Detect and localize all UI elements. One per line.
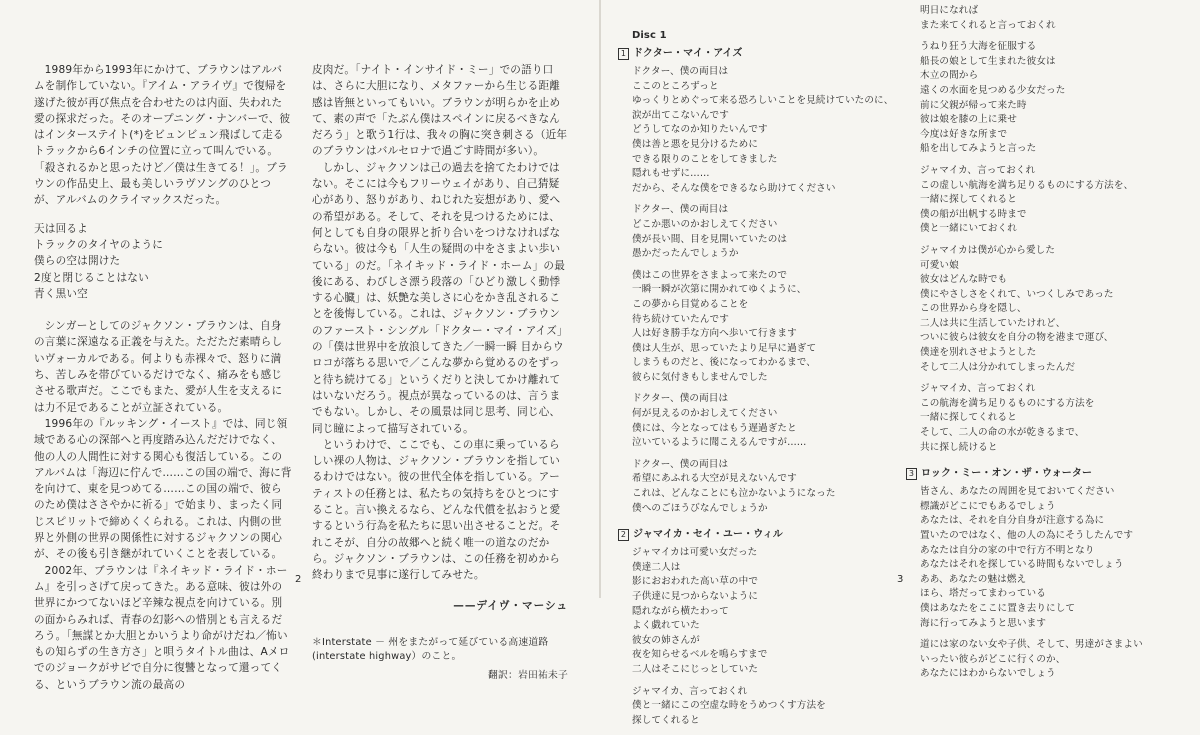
lyric-line: 僕はあなたをここに置き去りにして bbox=[920, 602, 1076, 614]
lyric-line: 愚かだったんでしょうか bbox=[632, 248, 739, 260]
track-number-box: 3 bbox=[906, 468, 917, 480]
lyric-line: 置いたのではなく、他の人の為にそうしたんです bbox=[920, 530, 1134, 541]
lyric-line: 遠くの水面を見つめる少女だった bbox=[920, 84, 1066, 96]
lyric-line: 僕は善と悪を見分けるために bbox=[632, 138, 759, 150]
song-title bbox=[906, 466, 1182, 481]
quoted-verse bbox=[34, 221, 292, 302]
lyric-line: この航海を満ち足りるものにする方法を bbox=[920, 397, 1095, 409]
verse-line: 青く黒い空 bbox=[34, 287, 88, 300]
lyric-stanza bbox=[920, 4, 1182, 33]
lyric-line: 一瞬一瞬が次第に開かれてゆくように、 bbox=[632, 284, 807, 296]
lyric-line: 今度は好きな所まで bbox=[920, 128, 1008, 140]
lyric-stanza bbox=[920, 382, 1182, 455]
lyric-line: ドクター、僕の両目は bbox=[632, 66, 729, 77]
verse-line: トラックのタイヤのように bbox=[34, 238, 164, 251]
lyric-stanza bbox=[632, 65, 894, 196]
lyric-line: 子供達に見つからないように bbox=[632, 591, 759, 602]
lyric-line: 標識がどこにでもあるでしょう bbox=[920, 500, 1056, 512]
lyric-line: 可愛い娘 bbox=[920, 259, 959, 271]
lyric-line: うねり狂う大海を征服する bbox=[920, 41, 1037, 53]
lyric-stanza bbox=[632, 392, 882, 450]
lyric-line: 彼らに気付きもしませんでした bbox=[632, 371, 768, 383]
lyric-line: できる限りのことをしてきました bbox=[632, 153, 778, 165]
lyric-line: 何が見えるのかおしえてください bbox=[632, 408, 778, 420]
lyric-line: また来てくれると言っておくれ bbox=[920, 19, 1056, 31]
essay-paragraph: 1996年の『ルッキング・イースト』では、同じ領域である心の深部へと再度踏み込んだだけでなく、他の人の人間性に対する関心も復活している。このアルバムは「海辺に佇んで……この国の端で、海に背を向けて、東を見つめてる……この国の端で、彼らのため僕はささやかに祈る」で始まり、まったく同じスピリットで締めくくられる。これは、内側の世界と外側の世界の関係性に対するジャクソンの関心が、その後も引き継がれていくことを表している。 bbox=[34, 417, 292, 561]
essay-paragraph: 1989年から1993年にかけて、ブラウンはアルバムを制作していない。『アイム・アライヴ』で復帰を遂げた彼が再び焦点を合わせたのは内面、失われた愛の探求だった。そのオープニング・ナンバーで、彼はインターステイト(*)をビュンビュン飛ばして走るトラックから6インチの位置に立って叫んでいる。「殺されるかと思ったけど／僕は生きてる！」。ブラウンの作品史上、最も美しいラヴソングのひとつが、アルバムのクライマックスだった。 bbox=[34, 64, 291, 207]
lyric-stanza bbox=[920, 164, 1182, 237]
lyric-line: 船を出してみようと言った bbox=[920, 143, 1037, 155]
essay-paragraph: しかし、ジャクソンは己の過去を捨てたわけではない。そこには今もフリーウェイがあり、自己猜疑心があり、怒りがあり、ねじれた妄想があり、愛への希望がある。そして、それを見つけるためには、何としても自身の限界と折り合いをつけなければならない。彼は今も「人生の疑問の中をさまよい歩いている」のだ。「ネイキッド・ライド・ホーム」の最後にある、わびしさ漂う段落の「ひどり激しく動悸する心臓」は、妖艶な美しさに心をかき乱されることを後悔している。これは、ジャクソン・ブラウンのファースト・シングル「ドクター・マイ・アイズ」の「僕は世界中を放浪してきた／一瞬一瞬 目からウロコが落ちる思いで／こんな夢から覚めるのをずっと待ち続けてる」というくだりと決してかけ離れてはいないだろう。視点が異なっているのは、言うまでもない。しかし、その風景は同じ思考、同じ心、同じ瞳によって描写されている。 bbox=[312, 161, 568, 435]
lyric-line: 一緒に探してくれると bbox=[920, 194, 1017, 206]
lyric-stanza bbox=[632, 269, 882, 386]
lyric-line: 彼は娘を膝の上に乗せ bbox=[920, 114, 1017, 126]
lyric-stanza bbox=[920, 485, 1182, 631]
lyric-line: そして二人は分かれてしまったんだ bbox=[920, 361, 1076, 373]
lyric-line: 明日になれば bbox=[920, 5, 979, 16]
lyric-line: 共に探し続けると bbox=[920, 441, 998, 453]
lyric-line: 僕にやさしさをくれて、いつくしみであった bbox=[920, 288, 1114, 300]
lyric-line: 道には家のない女や子供、そして、男達がさまよい bbox=[920, 639, 1143, 651]
lyric-stanza bbox=[632, 546, 882, 677]
lyric-line: あなたは自分の家の中で行方不明となり bbox=[920, 544, 1095, 556]
song-title bbox=[618, 527, 882, 542]
lyric-line: 影におおわれた高い草の中で bbox=[632, 576, 759, 588]
lyric-line: これは、どんなことにも泣かないようになった bbox=[632, 488, 836, 500]
lyric-line: 隠れながら横たわって bbox=[632, 605, 729, 617]
lyric-line: しまうものだと、後になってわかるまで、 bbox=[632, 357, 816, 369]
lyric-line: あなたにはわからないでしょう bbox=[920, 668, 1056, 680]
lyric-stanza bbox=[632, 203, 882, 261]
lyric-line: ジャマイカは僕が心から愛した bbox=[920, 244, 1056, 256]
lyric-line: あなたはそれを探している時間もないでしょう bbox=[920, 559, 1124, 571]
lyric-line: 涙が出てこないんです bbox=[632, 109, 729, 121]
lyric-line: ゆっくりとめぐって来る恐ろしいことを見続けていたのに、 bbox=[632, 95, 894, 107]
lyric-line: よく戯れていた bbox=[632, 620, 700, 632]
page-number-left: 2 bbox=[295, 574, 302, 585]
author-signature: ——デイヴ・マーシュ bbox=[453, 599, 568, 612]
lyric-line: ドクター、僕の両目は bbox=[632, 204, 729, 216]
lyric-line: ジャマイカ、言っておくれ bbox=[920, 383, 1036, 395]
lyric-line: 船長の娘として生まれた彼女は bbox=[920, 55, 1056, 67]
lyric-line: 僕は人生が、思っていたより足早に過ぎて bbox=[632, 342, 817, 354]
essay-column-1 bbox=[34, 62, 292, 693]
verse-line: 2度と閉じることはない bbox=[34, 271, 149, 284]
lyric-stanza bbox=[920, 638, 1182, 682]
lyric-line: 夜を知らせるベルを鳴らすまで bbox=[632, 649, 768, 661]
lyric-line: 僕へのごほうびなんでしょうか bbox=[632, 502, 768, 514]
lyric-line: 彼女の姉さんが bbox=[632, 634, 700, 646]
lyric-stanza bbox=[632, 458, 882, 516]
lyrics-column-1 bbox=[620, 30, 894, 735]
lyric-line: ドクター、僕の両目は bbox=[632, 458, 729, 470]
song-title bbox=[618, 46, 882, 61]
lyric-line: 隠れもせずに…… bbox=[632, 168, 710, 180]
song-title-text: ドクター・マイ・アイズ bbox=[633, 48, 743, 59]
lyric-line: ついに彼らは彼女を自分の物を港まで運び、 bbox=[920, 332, 1114, 344]
lyric-line: 希望にあふれる大空が見えないんです bbox=[632, 473, 797, 485]
track-number-box: 1 bbox=[618, 48, 629, 60]
lyric-line: ジャマイカ、言っておくれ bbox=[920, 164, 1036, 176]
essay-paragraph: 皮肉だ。「ナイト・インサイド・ミー」での語り口は、さらに大胆になり、メタファーから生じる距離感は皆無といってもいい。ブラウンが明らかを止めて、素の声で「たぶん僕はスペインに戻るべきなんだろう」と歌う1行は、我々の胸に突き刺さる（近年のブラウンはバルセロナで過ごす時間が多い）。 bbox=[312, 64, 568, 158]
lyric-line: 木立の間から bbox=[920, 70, 979, 82]
lyric-line: ジャマイカは可愛い女だった bbox=[632, 547, 758, 559]
lyric-line: 人は好き勝手な方向へ歩いて行きます bbox=[632, 328, 797, 340]
disc-label: Disc 1 bbox=[632, 30, 667, 41]
lyric-line: 僕と一緒にこの空虚な時をうめつくす方法を bbox=[632, 700, 826, 712]
lyric-line: 二人はそこにじっとしていた bbox=[632, 663, 759, 675]
lyric-line: 二人は共に生活していたけれど、 bbox=[920, 317, 1066, 329]
lyric-line: 僕と一緒にいておくれ bbox=[920, 223, 1017, 235]
lyric-line: この夢から目覚めることを bbox=[632, 298, 749, 310]
lyric-line: どこか悪いのかおしえてください bbox=[632, 218, 778, 230]
lyric-line: この世界から身を隠し、 bbox=[920, 303, 1027, 315]
lyric-line: 僕の船が出帆する時まで bbox=[920, 208, 1027, 220]
essay-column-2 bbox=[312, 62, 568, 684]
lyric-line: この虚しい航海を満ち足りるものにする方法を、 bbox=[920, 179, 1134, 191]
lyric-line: 待ち続けていたんです bbox=[632, 313, 729, 325]
lyric-line: 僕達を別れさせようとした bbox=[920, 347, 1037, 359]
lyric-line: そして、二人の命の水が乾きるまで、 bbox=[920, 427, 1085, 439]
track-number-box: 2 bbox=[618, 529, 629, 541]
lyric-line: いったい彼らがどこに行くのか、 bbox=[920, 653, 1066, 665]
lyric-line: 彼女はどんな時でも bbox=[920, 274, 1008, 286]
lyric-stanza bbox=[920, 244, 1182, 375]
lyric-line: 皆さん、あなたの周囲を見ておいてください bbox=[920, 486, 1115, 498]
lyric-line: だから、そんな僕をできるなら助けてください bbox=[632, 182, 836, 194]
page-fold bbox=[599, 0, 601, 598]
lyric-line: 僕達二人は bbox=[632, 561, 681, 573]
song-title-text: ジャマイカ・セイ・ユー・ウィル bbox=[633, 529, 783, 541]
lyric-line: 海に行ってみようと思います bbox=[920, 617, 1047, 629]
lyric-line: どうしてなのか知りたいんです bbox=[632, 124, 768, 136]
song-title-text: ロック・ミー・オン・ザ・ウォーター bbox=[921, 468, 1093, 480]
lyric-line: 探してくれると bbox=[632, 714, 700, 726]
lyric-line: あなたは、それを自分自身が注意する為に bbox=[920, 515, 1105, 527]
lyric-line: 一緒に探してくれると bbox=[920, 412, 1017, 424]
lyric-line: ジャマイカ、言っておくれ bbox=[632, 685, 748, 697]
essay-paragraph: 2002年、ブラウンは『ネイキッド・ライド・ホーム』を引っさげて戻ってきた。ある意味、彼は外の世界にかつてないほど辛辣な視点を向けている。別の面からみれば、青春の幻影への惜別とも言えるだろう。「無謀とか大胆とかいうより命がけだね／怖いもの知らずの生き方さ」と唄うタイトル曲は、Aメロでのジョークがサビで自分に復讐となって還ってくる、というブラウン流の最高の bbox=[34, 564, 290, 691]
page-number-right: 3 bbox=[897, 574, 904, 585]
essay-paragraph: シンガーとしてのジャクソン・ブラウンは、自身の言葉に深遠なる正義を与えた。ただただ素晴らしいヴォーカルである。何よりも赤裸々で、怒りに満ち、苦しみを帯びているだけでなく、痛みをも感じさせる歌声だ。ここでもまた、愛が人生を支えるには力不足であることが立証されている。 bbox=[34, 320, 283, 414]
footnote: ＊Interstate － 州をまたがって延びている高速道路(interstate highway）のこと。 bbox=[312, 636, 549, 662]
lyrics-column-2 bbox=[908, 4, 1182, 689]
lyric-line: ここのところずっと bbox=[632, 80, 719, 92]
lyric-stanza bbox=[632, 685, 882, 729]
verse-line: 天は回るよ bbox=[34, 222, 88, 235]
verse-line: 僕らの空は開けた bbox=[34, 255, 121, 268]
lyric-line: 僕が長い間、目を見開いていたのは bbox=[632, 233, 788, 245]
lyric-line: 僕には、今となってはもう遅過ぎたと bbox=[632, 422, 797, 434]
essay-paragraph: というわけで、ここでも、この車に乗っているらしい裸の人物は、ジャクソン・ブラウンを指しているわけではない。彼の世代全体を指している。アーティストの任務とは、私たちの気持ちをひとつにすること。言い換えるなら、どんな代償を払おうと愛するという行為を私たちに思い出させることだ。それこそが、自分の故郷へと続く唯一の道なのだから。ジャクソン・ブラウンは、この任務を初めから終わりまで見事に遂行してみせた。 bbox=[312, 438, 561, 582]
lyric-line: ドクター、僕の両目は bbox=[632, 393, 729, 405]
lyric-line: 僕はこの世界をさまよって来たので bbox=[632, 269, 788, 281]
translator-credit: 翻訳：岩田祐未子 bbox=[488, 669, 568, 681]
lyric-stanza bbox=[920, 40, 1182, 157]
lyric-line: ああ、あなたの魅は燃え bbox=[920, 573, 1027, 585]
lyric-line: 泣いているように聞こえるんですが…… bbox=[632, 437, 807, 449]
lyric-line: 前に父親が帰って来た時 bbox=[920, 99, 1027, 111]
lyric-line: ほら、塔だってまわっている bbox=[920, 588, 1046, 600]
